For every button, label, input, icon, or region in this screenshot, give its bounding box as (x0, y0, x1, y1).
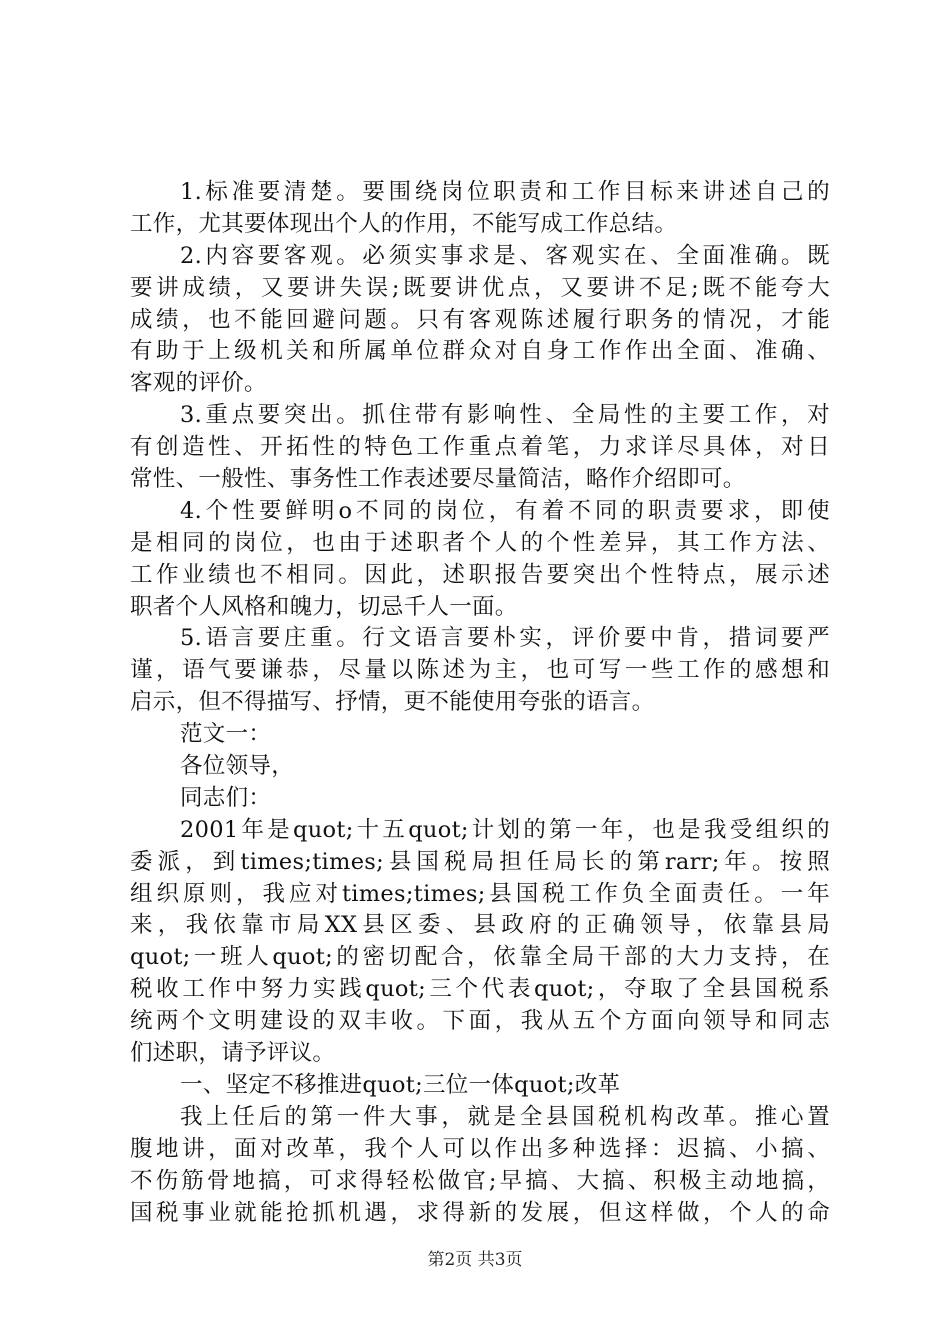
text-line: 谨，语气要谦恭，尽量以陈述为主，也可写一些工作的感想和 (130, 657, 830, 684)
text-line: 有创造性、开拓性的特色工作重点着笔，力求详尽具体，对日 (130, 434, 830, 461)
text-line: 统两个文明建设的双丰收。下面，我从五个方面向领导和同志 (130, 1008, 830, 1035)
text-line: 各位领导， (180, 753, 295, 780)
text-line: 2.内容要客观。必须实事求是、客观实在、全面准确。既 (180, 242, 830, 269)
text-line: quot;一班人quot;的密切配合，依靠全局干部的大力支持，在 (130, 944, 830, 971)
text-line: 是相同的岗位，也由于述职者个人的个性差异，其工作方法、 (130, 529, 830, 556)
text-line: 同志们： (180, 784, 272, 811)
text-line: 不伤筋骨地搞，可求得轻松做官;早搞、大搞、积极主动地搞， (130, 1167, 830, 1194)
text-line: 国税事业就能抢抓机遇，求得新的发展，但这样做，个人的命 (130, 1199, 830, 1226)
text-line: 客观的评价。 (130, 370, 267, 397)
text-line: 成绩，也不能回避问题。只有客观陈述履行职务的情况，才能 (130, 306, 830, 333)
text-line: 职者个人风格和魄力，切忌千人一面。 (130, 593, 518, 620)
text-line: 范文一： (180, 721, 272, 748)
text-line: 来，我依靠市局XX县区委、县政府的正确领导，依靠县局 (130, 912, 830, 939)
text-line: 腹地讲，面对改革，我个人可以作出多种选择：迟搞、小搞、 (130, 1135, 830, 1162)
text-line: 我上任后的第一件大事，就是全县国税机构改革。推心置 (180, 1103, 830, 1130)
text-line: 要讲成绩，又要讲失误;既要讲优点，又要讲不足;既不能夸大 (130, 274, 830, 301)
text-line: 委派，到times;times;县国税局担任局长的第rarr;年。按照 (130, 848, 830, 875)
text-line: 启示，但不得描写、抒情，更不能使用夸张的语言。 (130, 689, 655, 716)
text-line: 工作，尤其要体现出个人的作用，不能写成工作总结。 (130, 210, 678, 237)
text-line: 2001年是quot;十五quot;计划的第一年，也是我受组织的 (180, 816, 830, 843)
page-footer: 第2页 共3页 (427, 1250, 523, 1270)
text-line: 一、坚定不移推进quot;三位一体quot;改革 (180, 1071, 621, 1098)
document-body (130, 177, 830, 1229)
text-line: 工作业绩也不相同。因此，述职报告要突出个性特点，展示述 (130, 561, 830, 588)
text-line: 常性、一般性、事务性工作表述要尽量简洁，略作介绍即可。 (130, 466, 746, 493)
text-line: 1.标准要清楚。要围绕岗位职责和工作目标来讲述自己的 (180, 179, 830, 205)
text-line: 组织原则，我应对times;times;县国税工作负全面责任。一年 (130, 880, 830, 907)
text-line: 3.重点要突出。抓住带有影响性、全局性的主要工作，对 (180, 402, 830, 429)
text-line: 们述职，请予评议。 (130, 1040, 336, 1067)
text-line: 5.语言要庄重。行文语言要朴实，评价要中肯，措词要严 (180, 625, 830, 652)
text-line: 4.个性要鲜明ο不同的岗位，有着不同的职责要求，即使 (180, 497, 830, 524)
text-line: 税收工作中努力实践quot;三个代表quot;，夺取了全县国税系 (130, 976, 830, 1003)
text-line: 有助于上级机关和所属单位群众对自身工作作出全面、准确、 (130, 338, 830, 365)
